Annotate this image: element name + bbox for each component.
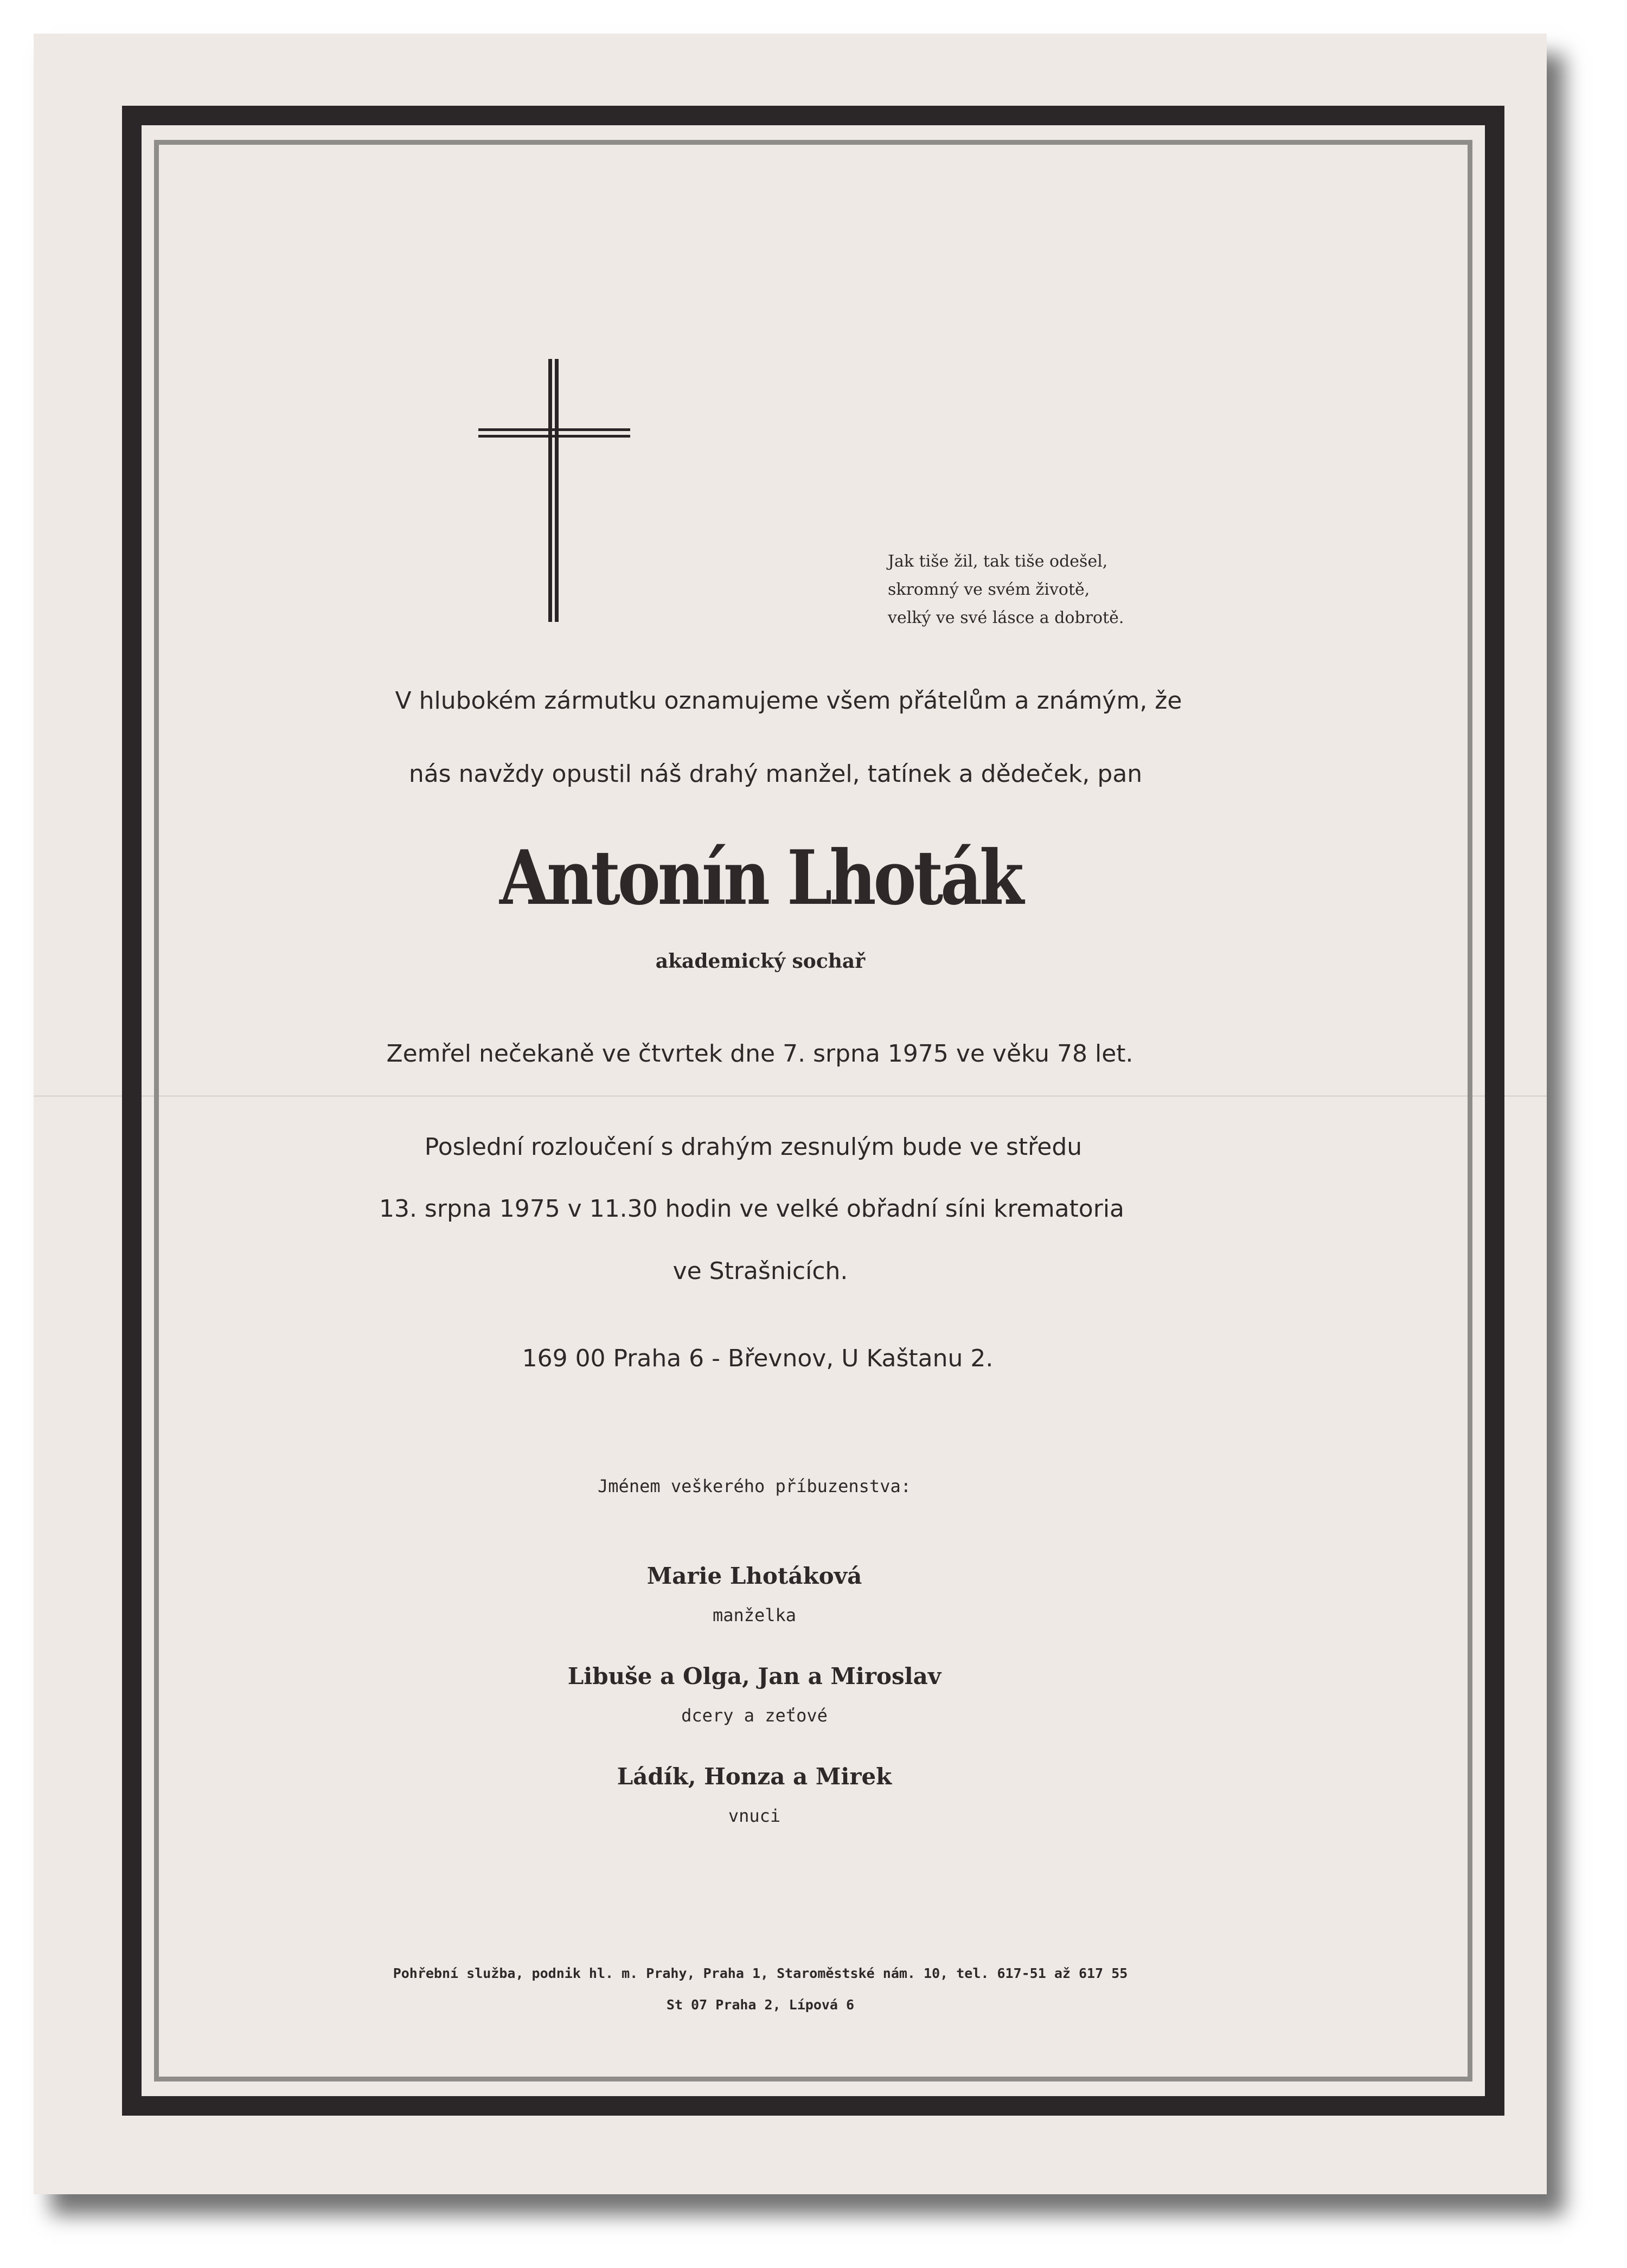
farewell-line-1: Poslední rozloučení s drahým zesnulým bude ve středu xyxy=(424,1133,1082,1161)
motto-line: Jak tiše žil, tak tiše odešel, xyxy=(888,552,1108,571)
farewell-line-2: 13. srpna 1975 v 11.30 hodin ve velké obřadní síni krematoria xyxy=(379,1195,1125,1223)
cross-icon xyxy=(478,359,630,622)
relative-role: manželka xyxy=(712,1605,797,1625)
deceased-title: akademický sochař xyxy=(655,950,866,973)
relative-name: Libuše a Olga, Jan a Miroslav xyxy=(567,1663,941,1689)
deceased-name: Antonín Lhoták xyxy=(499,833,1021,922)
relative-role: dcery a zeťové xyxy=(681,1705,828,1726)
announcement-line-2: nás navždy opustil náš drahý manžel, tatínek a dědeček, pan xyxy=(408,760,1143,788)
relative-name: Ládík, Honza a Mirek xyxy=(617,1763,892,1790)
motto xyxy=(888,548,1124,632)
funeral-service-address: St 07 Praha 2, Lípová 6 xyxy=(666,1997,855,2013)
on-behalf-label: Jménem veškerého příbuzenstva: xyxy=(598,1476,911,1496)
relative-name: Marie Lhotáková xyxy=(646,1563,862,1589)
motto-line: velký ve své lásce a dobrotě. xyxy=(888,608,1124,627)
funeral-service-footer: Pohřební služba, podnik hl. m. Prahy, Praha 1, Staroměstské nám. 10, tel. 617-51 až 617 55 xyxy=(393,1965,1128,1981)
death-notice: Zemřel nečekaně ve čtvrtek dne 7. srpna 1975 ve věku 78 let. xyxy=(386,1040,1133,1068)
obituary-sheet xyxy=(34,34,1547,2194)
motto-line: skromný ve svém životě, xyxy=(888,580,1090,599)
farewell-line-3: ve Strašnicích. xyxy=(672,1257,848,1285)
announcement-line-1: V hlubokém zármutku oznamujeme všem přátelům a známým, že xyxy=(395,687,1182,715)
address: 169 00 Praha 6 - Břevnov, U Kaštanu 2. xyxy=(522,1345,994,1372)
relative-role: vnuci xyxy=(728,1806,781,1826)
mourning-border-inner xyxy=(154,140,1472,2081)
